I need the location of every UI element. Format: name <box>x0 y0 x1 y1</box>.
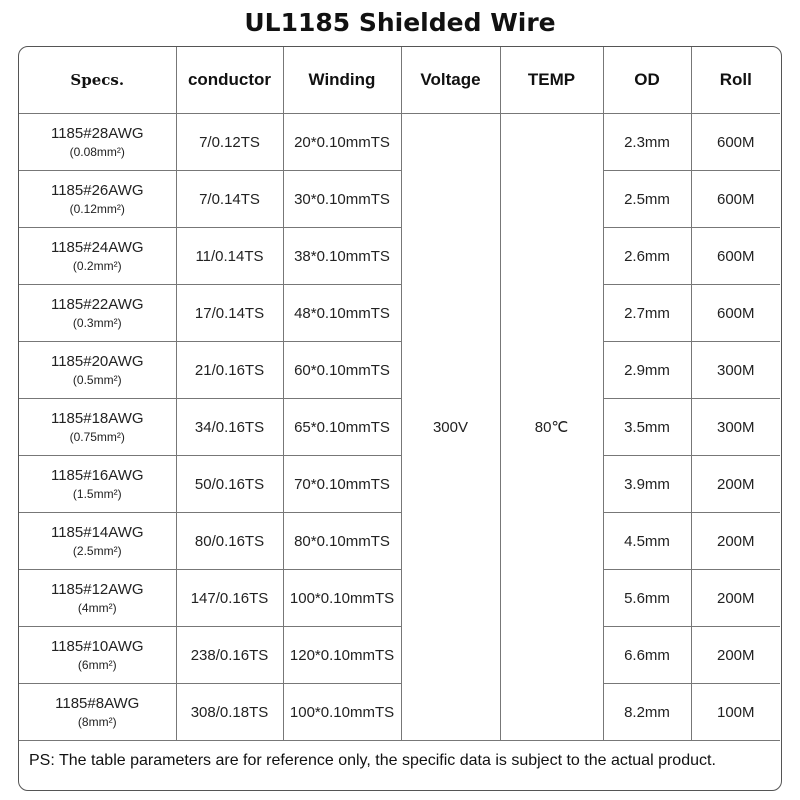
roll-cell: 200M <box>691 627 780 684</box>
spec-gauge: 1185#28AWG <box>50 124 144 142</box>
od-cell: 2.6mm <box>603 228 691 285</box>
header-roll: Roll <box>691 47 780 114</box>
roll-cell: 300M <box>691 342 780 399</box>
conductor-cell: 147/0.16TS <box>176 570 283 627</box>
table-header-row <box>19 47 780 114</box>
spec-gauge: 1185#16AWG <box>50 466 144 484</box>
winding-cell: 70*0.10mmTS <box>283 456 401 513</box>
spec-cell <box>19 513 176 570</box>
spec-gauge: 1185#26AWG <box>50 181 144 199</box>
conductor-cell: 11/0.14TS <box>176 228 283 285</box>
table-row <box>19 684 780 741</box>
winding-cell: 100*0.10mmTS <box>283 570 401 627</box>
conductor-cell: 34/0.16TS <box>176 399 283 456</box>
table-row <box>19 456 780 513</box>
od-cell: 3.5mm <box>603 399 691 456</box>
spec-gauge: 1185#20AWG <box>50 352 144 370</box>
od-cell: 2.5mm <box>603 171 691 228</box>
spec-cell <box>19 684 176 741</box>
spec-area: (1.5mm²) <box>72 486 122 501</box>
table-row <box>19 399 780 456</box>
conductor-cell: 308/0.18TS <box>176 684 283 741</box>
spec-area: (0.12mm²) <box>69 201 125 216</box>
conductor-cell: 80/0.16TS <box>176 513 283 570</box>
od-cell: 3.9mm <box>603 456 691 513</box>
winding-cell: 30*0.10mmTS <box>283 171 401 228</box>
spec-cell <box>19 285 176 342</box>
table-row <box>19 228 780 285</box>
table-row <box>19 513 780 570</box>
roll-cell: 200M <box>691 513 780 570</box>
roll-cell: 300M <box>691 399 780 456</box>
spec-area: (8mm²) <box>77 714 117 729</box>
spec-area: (0.75mm²) <box>69 429 125 444</box>
od-cell: 4.5mm <box>603 513 691 570</box>
header-temp: TEMP <box>500 47 603 114</box>
spec-gauge: 1185#18AWG <box>50 409 144 427</box>
voltage-cell: 300V <box>401 114 500 741</box>
conductor-cell: 7/0.14TS <box>176 171 283 228</box>
footnote: PS: The table parameters are for reference only, the specific data is subject to the actual product. <box>19 740 780 782</box>
header-voltage: Voltage <box>401 47 500 114</box>
roll-cell: 600M <box>691 228 780 285</box>
od-cell: 6.6mm <box>603 627 691 684</box>
spec-gauge: 1185#22AWG <box>50 295 144 313</box>
winding-cell: 38*0.10mmTS <box>283 228 401 285</box>
page-title: UL1185 Shielded Wire <box>244 8 556 37</box>
table-row <box>19 171 780 228</box>
winding-cell: 100*0.10mmTS <box>283 684 401 741</box>
spec-cell <box>19 570 176 627</box>
spec-gauge: 1185#12AWG <box>50 580 144 598</box>
od-cell: 8.2mm <box>603 684 691 741</box>
spec-cell <box>19 171 176 228</box>
spec-gauge: 1185#14AWG <box>50 523 144 541</box>
winding-cell: 60*0.10mmTS <box>283 342 401 399</box>
spec-cell <box>19 456 176 513</box>
spec-table <box>19 47 780 741</box>
spec-area: (0.3mm²) <box>72 315 122 330</box>
roll-cell: 200M <box>691 570 780 627</box>
od-cell: 2.3mm <box>603 114 691 171</box>
winding-cell: 120*0.10mmTS <box>283 627 401 684</box>
table-row <box>19 342 780 399</box>
table-row <box>19 285 780 342</box>
od-cell: 2.7mm <box>603 285 691 342</box>
spec-area: (6mm²) <box>77 657 117 672</box>
od-cell: 2.9mm <box>603 342 691 399</box>
winding-cell: 20*0.10mmTS <box>283 114 401 171</box>
conductor-cell: 238/0.16TS <box>176 627 283 684</box>
spec-cell <box>19 228 176 285</box>
spec-cell <box>19 114 176 171</box>
table-row <box>19 114 780 171</box>
spec-area: (0.5mm²) <box>72 372 122 387</box>
winding-cell: 65*0.10mmTS <box>283 399 401 456</box>
table-row <box>19 570 780 627</box>
header-conductor: conductor <box>176 47 283 114</box>
spec-cell <box>19 627 176 684</box>
spec-cell <box>19 399 176 456</box>
conductor-cell: 17/0.14TS <box>176 285 283 342</box>
header-winding: Winding <box>283 47 401 114</box>
od-cell: 5.6mm <box>603 570 691 627</box>
temp-cell: 80℃ <box>500 114 603 741</box>
conductor-cell: 50/0.16TS <box>176 456 283 513</box>
spec-cell <box>19 342 176 399</box>
roll-cell: 100M <box>691 684 780 741</box>
spec-area: (2.5mm²) <box>72 543 122 558</box>
table-row <box>19 627 780 684</box>
roll-cell: 600M <box>691 285 780 342</box>
roll-cell: 600M <box>691 114 780 171</box>
spec-gauge: 1185#10AWG <box>50 637 144 655</box>
winding-cell: 80*0.10mmTS <box>283 513 401 570</box>
spec-area: (4mm²) <box>77 600 117 615</box>
header-od: OD <box>603 47 691 114</box>
header-specs: Specs. <box>19 47 176 114</box>
conductor-cell: 7/0.12TS <box>176 114 283 171</box>
spec-gauge: 1185#24AWG <box>50 238 144 256</box>
roll-cell: 600M <box>691 171 780 228</box>
spec-gauge: 1185#8AWG <box>55 694 140 712</box>
spec-area: (0.2mm²) <box>72 258 122 273</box>
roll-cell: 200M <box>691 456 780 513</box>
spec-table-frame <box>18 46 782 791</box>
winding-cell: 48*0.10mmTS <box>283 285 401 342</box>
spec-area: (0.08mm²) <box>69 144 125 159</box>
conductor-cell: 21/0.16TS <box>176 342 283 399</box>
